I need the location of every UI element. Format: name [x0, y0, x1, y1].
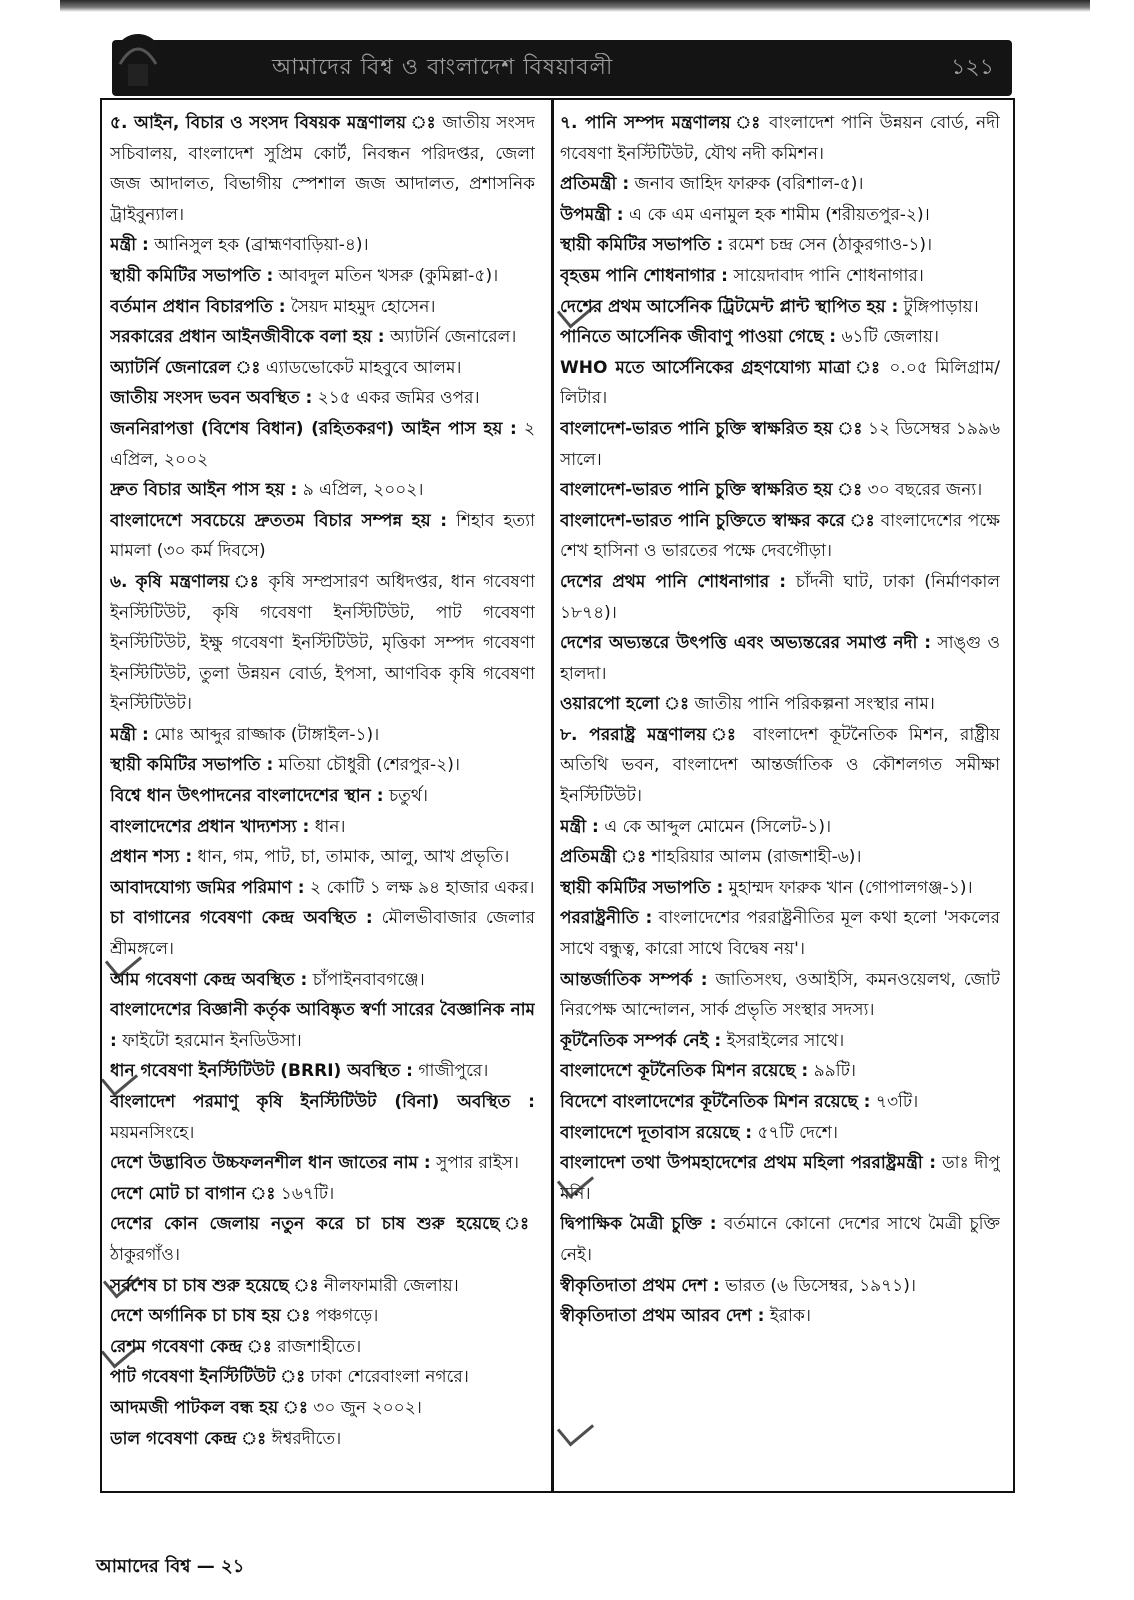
- entry-text: ঢাকা শেরেবাংলা নগরে।: [305, 1367, 469, 1388]
- entry-heading: দেশের প্রথম পানি শোধনাগার :: [560, 571, 787, 592]
- entry-text: অ্যাটর্নি জেনারেল।: [384, 327, 517, 348]
- entry-text: রমেশ চন্দ্র সেন (ঠাকুরগাও-১)।: [723, 235, 933, 256]
- entry: [560, 1148, 1000, 1209]
- entry-heading: বাংলাদেশে দূতাবাস রয়েছে :: [560, 1122, 753, 1143]
- entry-text: ইসরাইলের সাথে।: [721, 1030, 845, 1051]
- entry: [110, 1087, 535, 1148]
- entry-text: মতিয়া চৌধুরী (শেরপুর-২)।: [273, 755, 460, 776]
- entry: [110, 506, 535, 567]
- right-column: [560, 108, 1000, 1483]
- entry-heading: বাংলাদেশ-ভারত পানি চুক্তিতে স্বাক্ষর করে ঃ: [560, 510, 876, 531]
- entry: [110, 965, 535, 996]
- entry-text: ৯ এপ্রিল, ২০০২।: [297, 480, 424, 501]
- entry-text: ২ কোটি ১ লক্ষ ৯৪ হাজার একর।: [304, 877, 535, 898]
- entry-heading: রেশম গবেষণা কেন্দ্র ঃ: [110, 1336, 272, 1357]
- entry-heading: দেশের কোন জেলায় নতুন করে চা চাষ শুরু হয়েছে ঃ: [110, 1214, 535, 1235]
- entry-heading: পানিতে আর্সেনিক জীবাণু পাওয়া গেছে :: [560, 327, 837, 348]
- entry-text: গাজীপুরে।: [413, 1061, 489, 1082]
- header-title: আমাদের বিশ্ব ও বাংলাদেশ বিষয়াবলী: [272, 55, 614, 80]
- entry: [560, 842, 1000, 873]
- entry: [560, 506, 1000, 567]
- entry-text: এ কে আব্দুল মোমেন (সিলেট-১)।: [598, 816, 832, 837]
- entry-heading: বাংলাদেশ পরমাণু কৃষি ইনস্টিটিউট (বিনা) অবস্থিত :: [110, 1092, 535, 1112]
- entry-text: রাজশাহীতে।: [271, 1336, 362, 1357]
- left-column: [110, 108, 535, 1483]
- entry-heading: বাংলাদেশ-ভারত পানি চুক্তি স্বাক্ষরিত হয় ঃ: [560, 418, 863, 439]
- entry: [110, 1301, 535, 1332]
- entry-text: এ্যাডভোকেট মাহবুবে আলম।: [260, 357, 462, 378]
- entry-heading: স্বীকৃতিদাতা প্রথম দেশ :: [560, 1275, 720, 1296]
- entry-text: জাতীয় পানি পরিকল্পনা সংস্থার নাম।: [689, 694, 935, 715]
- entry-text: ২ এপ্রিল, ২০০২: [110, 418, 535, 470]
- entry-heading: জননিরাপত্তা (বিশেষ বিধান) (রহিতকরণ) আইন পাস হয় :: [110, 418, 517, 439]
- entry-heading: স্থায়ী কমিটির সভাপতি :: [110, 755, 274, 776]
- entry-text: চাঁদনী ঘাট, ঢাকা (নির্মাণকাল ১৮৭৪)।: [560, 571, 1000, 623]
- entry: [110, 873, 535, 904]
- entry-text: জনাব জাহিদ ফারুক (বরিশাল-৫)।: [629, 174, 864, 195]
- entry-text: মুহাম্মদ ফারুক খান (গোপালগঞ্জ-১)।: [723, 877, 973, 898]
- entry-text: চতুর্থ।: [383, 786, 428, 807]
- entry-heading: ধান গবেষণা ইনস্টিটিউট (BRRI) অবস্থিত :: [110, 1061, 413, 1082]
- entry-text: ৭৩টি।: [870, 1092, 919, 1112]
- entry-heading: দেশের প্রথম আর্সেনিক ট্রিটমেন্ট প্লান্ট স্থাপিত হয় :: [560, 296, 899, 317]
- entry: [560, 1118, 1000, 1149]
- entry-heading: দেশে উদ্ভাবিত উচ্চফলনশীল ধান জাতের নাম :: [110, 1153, 431, 1174]
- entry: [110, 261, 535, 292]
- entry-text: ১৬৭টি।: [275, 1183, 335, 1204]
- entry-text: ৩০ বছরের জন্য।: [862, 480, 983, 501]
- entry-heading: আন্তর্জাতিক সম্পর্ক :: [560, 969, 708, 990]
- entry: [110, 1209, 535, 1270]
- entry-heading: দ্রুত বিচার আইন পাস হয় :: [110, 480, 298, 501]
- entry-heading: উপমন্ত্রী :: [560, 204, 624, 225]
- entry: [110, 1056, 535, 1087]
- entry: [560, 1271, 1000, 1302]
- scan-edge: [60, 0, 1090, 12]
- entry-text: সাঙ্গু ও হালদা।: [560, 633, 1000, 684]
- entry: [110, 781, 535, 812]
- entry-heading: বাংলাদেশ-ভারত পানি চুক্তি স্বাক্ষরিত হয় ঃ: [560, 480, 863, 501]
- entry-text: ইরাক।: [764, 1306, 811, 1327]
- column-divider: [551, 98, 554, 1493]
- entry: [110, 1393, 535, 1424]
- entry-text: ৯৯টি।: [808, 1061, 856, 1082]
- entry-text: ২১৫ একর জমির ওপর।: [312, 388, 480, 409]
- entry-text: বাংলাদেশ কূটনৈতিক মিশন, রাষ্ট্রীয় অতিথি ভবন, বাংলাদেশ আন্তর্জাতিক ও কৌশলগত সমীক্ষা ইনস্টিটিউট।: [560, 724, 1000, 807]
- entry: [110, 842, 535, 873]
- entry-text: মোঃ আব্দুর রাজ্জাক (টাঙ্গাইল-১)।: [148, 724, 380, 745]
- entry-heading: কূটনৈতিক সম্পর্ক নেই :: [560, 1030, 722, 1051]
- entry-text: চাঁপাইনবাবগঞ্জে।: [307, 969, 425, 990]
- entry-heading: প্রতিমন্ত্রী ঃ: [560, 847, 647, 868]
- page-number: ১২১: [951, 55, 994, 80]
- entry: [110, 903, 535, 964]
- entry-heading: চা বাগানের গবেষণা কেন্দ্র অবস্থিত :: [110, 908, 373, 929]
- entry-heading: দেশে মোট চা বাগান ঃ: [110, 1183, 276, 1204]
- entry-heading: স্থায়ী কমিটির সভাপতি :: [110, 265, 274, 286]
- entry-heading: স্থায়ী কমিটির সভাপতি :: [560, 235, 724, 256]
- entry-text: ৩০ জুন ২০০২।: [307, 1397, 422, 1418]
- entry-heading: প্রতিমন্ত্রী :: [560, 174, 630, 195]
- entry-text: কৃষি সম্প্রসারণ অধিদপ্তর, ধান গবেষণা ইনস্টিটিউট, কৃষি গবেষণা ইনস্টিটিউট, পাট গবেষণা ইনস্টিটিউট, ইক্ষু গবেষণা ইনস্টিটিউট, মৃত্তিকা সম্পদ গবেষণা ইনস্টিটিউট, তুলা উন্নয়ন বোর্ড, ইপসা, আণবিক কৃষি গবেষণা ইনস্টিটিউট।: [110, 571, 535, 715]
- entry-text: এ কে এম এনামুল হক শামীম (শরীয়তপুর-২)।: [623, 204, 930, 225]
- entry-heading: আম গবেষণা কেন্দ্র অবস্থিত :: [110, 969, 308, 990]
- entry-heading: বাংলাদেশে কূটনৈতিক মিশন রয়েছে :: [560, 1061, 809, 1082]
- entry: [560, 475, 1000, 506]
- entry-text: ৬১টি জেলায়।: [836, 327, 939, 348]
- entry-heading: বিশ্বে ধান উৎপাদনের বাংলাদেশের স্থান :: [110, 786, 384, 807]
- entry-heading: ৫. আইন, বিচার ও সংসদ বিষয়ক মন্ত্রণালয় ঃ: [110, 113, 437, 133]
- entry-text: ভারত (৬ ডিসেম্বর, ১৯৭১)।: [719, 1275, 916, 1296]
- entry-text: সুপার রাইস।: [430, 1153, 519, 1174]
- entry: [110, 1179, 535, 1210]
- entry-text: বর্তমানে কোনো দেশের সাথে মৈত্রী চুক্তি নেই।: [560, 1214, 1000, 1265]
- entry: [560, 292, 1000, 323]
- entry-text: বাংলাদেশ পানি উন্নয়ন বোর্ড, নদী গবেষণা ইনস্টিটিউট, যৌথ নদী কমিশন।: [560, 113, 1000, 164]
- entry: [560, 965, 1000, 1026]
- entry-text: জাতীয় সংসদ সচিবালয়, বাংলাদেশ সুপ্রিম কোর্ট, নিবন্ধন পরিদপ্তর, জেলা জজ আদালত, বিভাগীয় স্পেশাল জজ আদালত, প্রশাসনিক ট্রাইবুন্যাল।: [110, 113, 535, 225]
- entry-heading: পররাষ্ট্রনীতি :: [560, 908, 653, 929]
- page-header: [112, 40, 1012, 96]
- entry-heading: স্বীকৃতিদাতা প্রথম আরব দেশ :: [560, 1306, 765, 1327]
- entry-heading: ৮. পররাষ্ট্র মন্ত্রণালয় ঃ: [560, 724, 742, 745]
- entry-heading: স্থায়ী কমিটির সভাপতি :: [560, 877, 724, 898]
- entry: [110, 353, 535, 384]
- entry-heading: পাট গবেষণা ইনস্টিটিউট ঃ: [110, 1367, 306, 1388]
- entry: [110, 1332, 535, 1363]
- entry-heading: দ্বিপাক্ষিক মৈত্রী চুক্তি :: [560, 1214, 717, 1235]
- entry: [110, 1362, 535, 1393]
- entry-text: সৈয়দ মাহমুদ হোসেন।: [285, 296, 436, 317]
- entry-text: মৌলভীবাজার জেলার শ্রীমঙ্গলে।: [110, 908, 535, 960]
- entry-heading: বিদেশে বাংলাদেশের কূটনৈতিক মিশন রয়েছে :: [560, 1092, 871, 1112]
- entry-text: শাহরিয়ার আলম (রাজশাহী-৬)।: [646, 847, 862, 868]
- page-footer: আমাদের বিশ্ব — ২১: [96, 1556, 245, 1577]
- entry-heading: WHO মতে আর্সেনিকের গ্রহণযোগ্য মাত্রা ঃ: [560, 357, 883, 378]
- entry-text: নীলফামারী জেলায়।: [318, 1275, 459, 1296]
- entry: [560, 1026, 1000, 1057]
- entry-text: বাংলাদেশের পক্ষে শেখ হাসিনা ও ভারতের পক্ষে দেবগৌড়া।: [560, 510, 1000, 562]
- entry: [560, 200, 1000, 231]
- entry: [560, 567, 1000, 628]
- entry-heading: বাংলাদেশের বিজ্ঞানী কর্তৃক আবিষ্কৃত স্বর্ণা সারের বৈজ্ঞানিক নাম :: [110, 1000, 535, 1051]
- entry: [560, 812, 1000, 843]
- publisher-logo-icon: [108, 24, 172, 94]
- entry: [560, 873, 1000, 904]
- entry: [560, 414, 1000, 475]
- entry-text: পঞ্চগড়ে।: [310, 1306, 379, 1327]
- entry-heading: মন্ত্রী :: [110, 724, 149, 745]
- entry-text: ডাঃ দীপু মনি।: [560, 1153, 1000, 1204]
- entry-text: ঈশ্বরদীতে।: [266, 1428, 342, 1449]
- entry-heading: মন্ত্রী :: [110, 235, 149, 256]
- entry-text: সায়েদাবাদ পানি শোধনাগার।: [727, 265, 924, 286]
- entry-heading: বাংলাদেশ তথা উপমহাদেশের প্রথম মহিলা পররাষ্ট্রমন্ত্রী :: [560, 1153, 937, 1174]
- entry: [110, 995, 535, 1056]
- entry: [560, 353, 1000, 414]
- entry: [560, 108, 1000, 169]
- entry-text: ধান, গম, পাট, চা, তামাক, আলু, আখ প্রভৃতি।: [192, 847, 510, 868]
- entry: [560, 169, 1000, 200]
- entry: [560, 1056, 1000, 1087]
- entry-heading: জাতীয় সংসদ ভবন অবস্থিত :: [110, 388, 313, 409]
- entry: [110, 567, 535, 720]
- entry-heading: বৃহত্তম পানি শোধনাগার :: [560, 265, 728, 286]
- entry-heading: বাংলাদেশের প্রধান খাদ্যশস্য :: [110, 816, 310, 837]
- entry: [110, 475, 535, 506]
- entry-heading: বাংলাদেশে সবচেয়ে দ্রুততম বিচার সম্পন্ন হয় :: [110, 510, 448, 531]
- entry-heading: দেশের অভ্যন্তরে উৎপত্তি এবং অভ্যন্তরের সমাপ্ত নদী :: [560, 633, 932, 654]
- entry: [560, 1209, 1000, 1270]
- entry-heading: ৭. পানি সম্পদ মন্ত্রণালয় ঃ: [560, 113, 762, 133]
- entry-text: আবদুল মতিন খসরু (কুমিল্লা-৫)।: [273, 265, 499, 286]
- entry-text: ময়মনসিংহে।: [110, 1122, 195, 1143]
- entry-text: ফাইটো হরমোন ইনডিউসা।: [116, 1030, 302, 1051]
- entry: [110, 1424, 535, 1455]
- entry-heading: সরকারের প্রধান আইনজীবীকে বলা হয় :: [110, 327, 385, 348]
- entry: [560, 1301, 1000, 1332]
- entry-heading: মন্ত্রী :: [560, 816, 599, 837]
- entry-text: ধান।: [309, 816, 346, 837]
- entry: [560, 1087, 1000, 1118]
- entry: [110, 230, 535, 261]
- entry-text: জাতিসংঘ, ওআইসি, কমনওয়েলথ, জোট নিরপেক্ষ আন্দোলন, সার্ক প্রভৃতি সংস্থার সদস্য।: [560, 969, 1000, 1021]
- entry: [110, 1271, 535, 1302]
- entry-heading: ৬. কৃষি মন্ত্রণালয় ঃ: [110, 571, 262, 592]
- entry: [560, 903, 1000, 964]
- entry-text: ৫৭টি দেশে।: [752, 1122, 838, 1143]
- entry: [110, 322, 535, 353]
- entry-text: ১২ ডিসেম্বর ১৯৯৬ সালে।: [560, 418, 1000, 470]
- entry-heading: আবাদযোগ্য জমির পরিমাণ :: [110, 877, 305, 898]
- entry: [110, 750, 535, 781]
- entry: [110, 383, 535, 414]
- entry-text: শিহাব হত্যা মামলা (৩০ কর্ম দিবসে): [110, 510, 535, 562]
- entry-heading: ডাল গবেষণা কেন্দ্র ঃ: [110, 1428, 267, 1449]
- entry: [110, 108, 535, 230]
- entry-text: ঠাকুরগাঁও।: [110, 1244, 180, 1265]
- entry-heading: দেশে অর্গানিক চা চাষ হয় ঃ: [110, 1306, 311, 1327]
- entry: [110, 414, 535, 475]
- entry: [560, 628, 1000, 689]
- entry-text: টুঙ্গিপাড়ায়।: [898, 296, 979, 317]
- entry: [560, 720, 1000, 812]
- entry-text: বাংলাদেশের পররাষ্ট্রনীতির মূল কথা হলো 'সকলের সাথে বন্ধুত্ব, কারো সাথে বিদ্বেষ নয়'।: [560, 908, 1000, 960]
- entry: [560, 230, 1000, 261]
- entry: [560, 261, 1000, 292]
- entry: [110, 292, 535, 323]
- entry: [110, 720, 535, 751]
- entry: [560, 689, 1000, 720]
- entry: [560, 322, 1000, 353]
- entry-heading: ওয়ারপো হলো ঃ: [560, 694, 690, 715]
- entry: [110, 1148, 535, 1179]
- entry-heading: প্রধান শস্য :: [110, 847, 193, 868]
- entry-text: ০.০৫ মিলিগ্রাম/লিটার।: [560, 357, 1000, 409]
- entry-heading: সর্বশেষ চা চাষ শুরু হয়েছে ঃ: [110, 1275, 319, 1296]
- entry-heading: বর্তমান প্রধান বিচারপতি :: [110, 296, 286, 317]
- entry: [110, 812, 535, 843]
- entry-heading: আদমজী পাটকল বন্ধ হয় ঃ: [110, 1397, 308, 1418]
- entry-text: আনিসুল হক (ব্রাহ্মণবাড়িয়া-৪)।: [148, 235, 369, 256]
- entry-heading: অ্যাটর্নি জেনারেল ঃ: [110, 357, 261, 378]
